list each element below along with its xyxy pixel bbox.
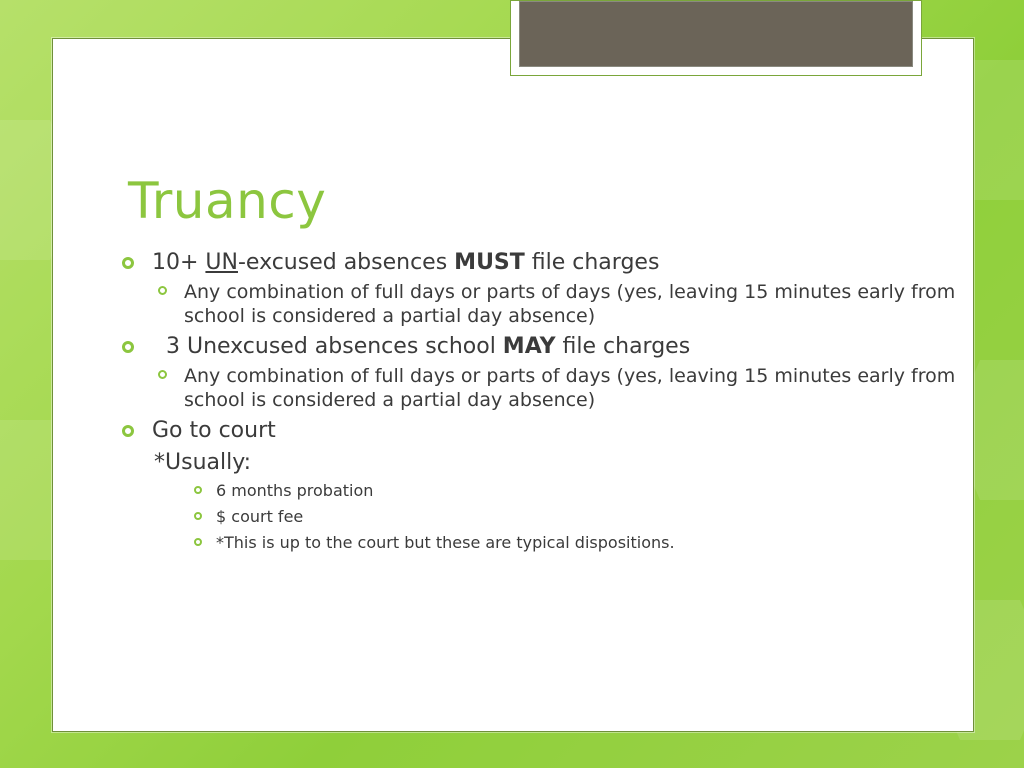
bullet-ring-icon — [158, 286, 167, 295]
bullet-ring-icon — [194, 538, 202, 546]
sub-sub-bullet-text: 6 months probation — [216, 481, 374, 500]
sub-sub-bullet-text: $ court fee — [216, 507, 304, 526]
sub-bullet-text: Any combination of full days or parts of days (yes, leaving 15 minutes early from school is considered a partial day absence) — [184, 365, 956, 411]
photo-placeholder — [510, 0, 922, 76]
bullet-text-may: MAY — [502, 334, 556, 359]
sub-sub-bullet-item — [120, 478, 970, 504]
sub-bullet-item — [120, 364, 970, 412]
bullet-item — [120, 332, 970, 362]
bullet-item — [120, 248, 970, 278]
bullet-ring-icon — [158, 370, 167, 379]
sub-bullet-item — [120, 280, 970, 328]
bullet-text-pre: 10+ — [152, 250, 206, 275]
bullet-text-pre: 3 Unexcused absences school — [152, 334, 503, 359]
bullet-ring-icon — [194, 486, 202, 494]
sub-sub-bullet-item — [120, 530, 970, 556]
bullet-item — [120, 416, 970, 446]
bullet-ring-icon — [122, 341, 134, 353]
bullet-text-must: MUST — [454, 250, 525, 275]
bullet-ring-icon — [194, 512, 202, 520]
sub-sub-bullet-item — [120, 504, 970, 530]
bullet-list — [120, 248, 970, 556]
bullet-ring-icon — [122, 257, 134, 269]
bullet-text-un: UN — [205, 250, 238, 275]
sub-bullet-text: Any combination of full days or parts of days (yes, leaving 15 minutes early from school is considered a partial day absence) — [184, 281, 956, 327]
bullet-text-post: file charges — [555, 334, 691, 359]
slide-title: Truancy — [128, 172, 327, 230]
sub-sub-bullet-text: *This is up to the court but these are typical dispositions. — [216, 533, 675, 552]
bullet-ring-icon — [122, 425, 134, 437]
usually-label: *Usually: — [154, 450, 252, 475]
bullet-text-mid: -excused absences — [237, 250, 455, 275]
bullet-text-post: file charges — [524, 250, 660, 275]
photo-image — [519, 1, 913, 67]
bullet-text: Go to court — [152, 418, 276, 443]
